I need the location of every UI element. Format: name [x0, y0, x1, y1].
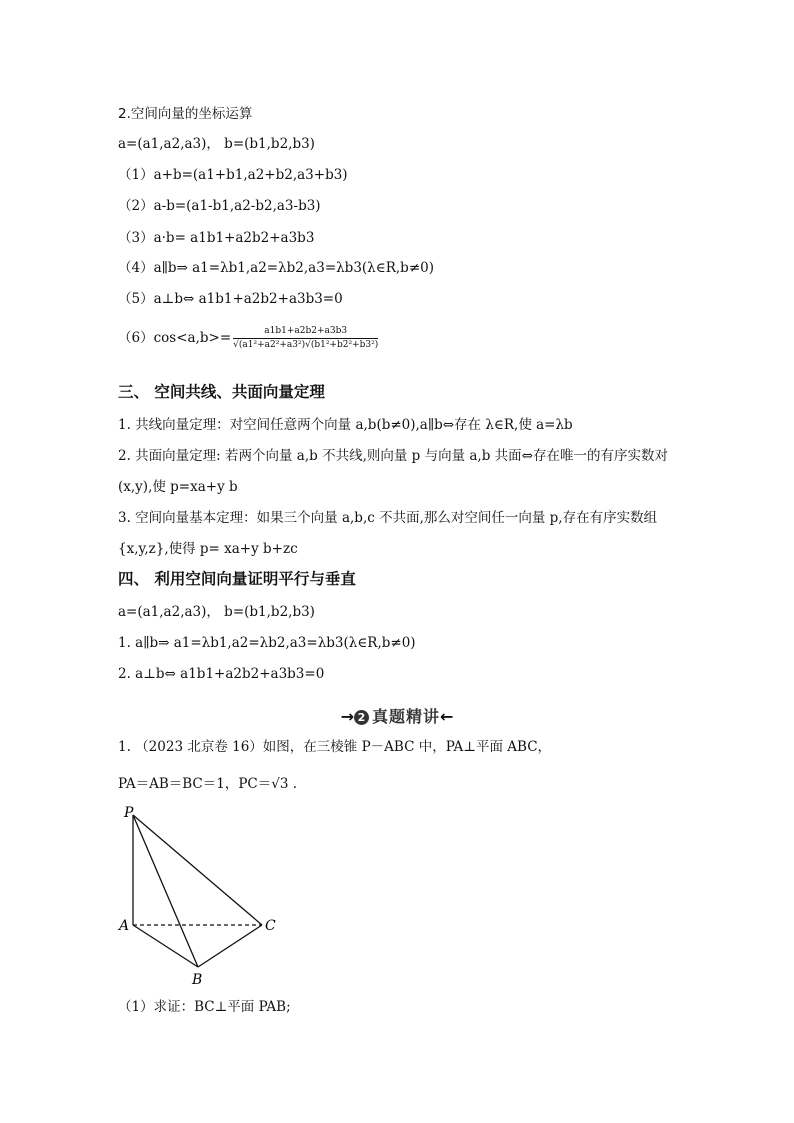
basis-theorem: 3. 空间向量基本定理：如果三个向量 a,b,c 不共面,那么对空间任一向量 p,存在有序实数组	[118, 510, 658, 526]
item-text: a+b=(a1+b1,a2+b2,a3+b3)	[153, 167, 348, 183]
vertex-label-P: P	[124, 805, 134, 821]
section3-heading: 三、 空间共线、共面向量定理	[118, 383, 325, 401]
fraction-denominator: √(a1²+a2²+a3²)√(b1²+b2²+b3²)	[233, 340, 379, 350]
number-badge: 2	[354, 710, 369, 725]
vertex-label-A: A	[119, 918, 130, 934]
formula-sum	[118, 166, 348, 184]
divider-label: 真题精讲	[371, 707, 440, 726]
coplanar-theorem: 2. 共面向量定理: 若两个向量 a,b 不共线,则向量 p 与向量 a,b 共面⇔存在唯一的有序实数对	[118, 448, 668, 464]
edge-BC	[198, 925, 262, 967]
section2-title: 2.空间向量的坐标运算	[118, 106, 253, 122]
cosine-prefix: cos<a,b>=	[153, 330, 232, 346]
vertex-label-B: B	[192, 972, 203, 988]
tetrahedron-figure	[110, 800, 300, 990]
item-text: a⊥b⇔ a1b1+a2b2+a3b3=0	[153, 291, 343, 307]
formula-perpendicular	[118, 290, 343, 308]
item-number: （1）	[118, 167, 154, 183]
question-1: （1）求证：BC⊥平面 PAB;	[118, 999, 291, 1015]
left-arrow-icon: →	[340, 707, 354, 726]
vector-definition-2: a=(a1,a2,a3)， b=(b1,b2,b3)	[118, 604, 315, 620]
collinear-theorem: 1. 共线向量定理：对空间任意两个向量 a,b(b≠0),a∥b⇔存在 λ∈R,使 a=λb	[118, 417, 573, 433]
perpendicular-condition: 2. a⊥b⇔ a1b1+a2b2+a3b3=0	[118, 666, 325, 682]
item-text: a-b=(a1-b1,a2-b2,a3-b3)	[153, 198, 321, 214]
formula-dot-product	[118, 229, 314, 247]
problem-statement: 1. （2023 北京卷 16）如图，在三棱锥 P－ABC 中，PA⊥平面 ABC，	[118, 739, 552, 755]
right-arrow-icon: ←	[440, 707, 454, 726]
item-number: （6）	[118, 330, 154, 346]
vector-definition: a=(a1,a2,a3)， b=(b1,b2,b3)	[118, 136, 315, 152]
basis-theorem-cont: {x,y,z},使得 p= xa+y b+zc	[118, 541, 298, 557]
item-text: a∥b⇒ a1=λb1,a2=λb2,a3=λb3(λ∈R,b≠0)	[153, 260, 434, 276]
vertex-label-C: C	[265, 918, 276, 934]
problem-given: PA＝AB＝BC＝1，PC＝√3 .	[118, 776, 298, 792]
formula-difference	[118, 197, 321, 215]
formula-parallel	[118, 259, 434, 277]
item-number: （3）	[118, 230, 154, 246]
edge-PB	[133, 815, 198, 967]
edge-AB	[133, 925, 198, 967]
parallel-condition: 1. a∥b⇒ a1=λb1,a2=λb2,a3=λb3(λ∈R,b≠0)	[118, 635, 416, 651]
fraction-numerator: a1b1+a2b2+a3b3	[233, 326, 378, 339]
section4-heading: 四、 利用空间向量证明平行与垂直	[118, 570, 356, 588]
item-number: （2）	[118, 198, 154, 214]
item-number: （5）	[118, 291, 154, 307]
coplanar-theorem-cont: (x,y),使 p=xa+y b	[118, 479, 238, 495]
section-divider-banner	[0, 704, 794, 727]
edge-PC	[133, 815, 262, 925]
item-text: a·b= a1b1+a2b2+a3b3	[153, 230, 315, 246]
formula-cosine	[118, 326, 378, 351]
item-number: （4）	[118, 260, 154, 276]
cosine-fraction	[233, 326, 378, 351]
